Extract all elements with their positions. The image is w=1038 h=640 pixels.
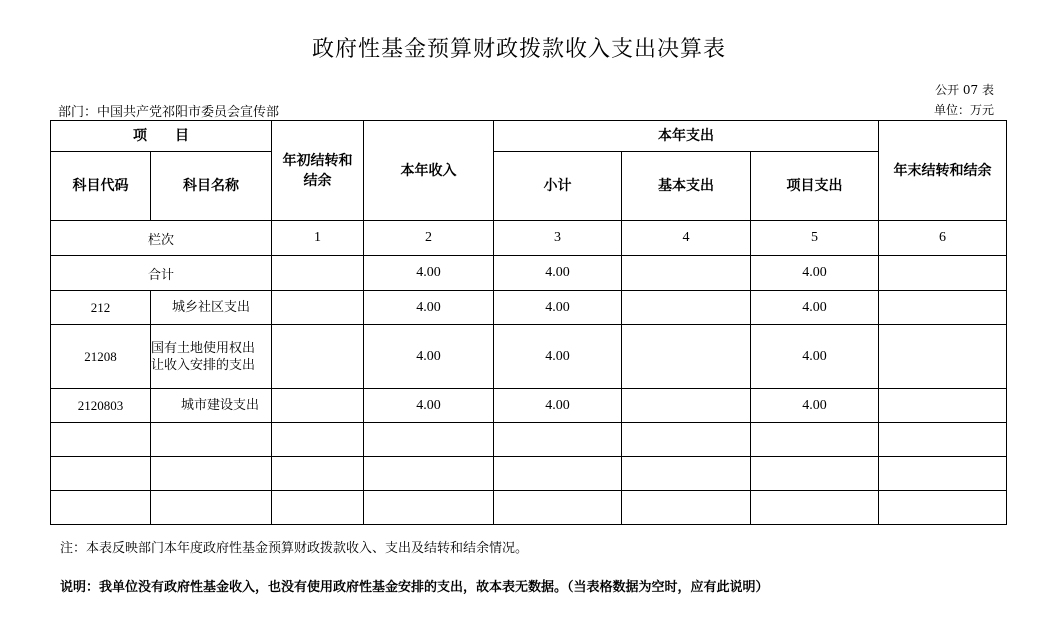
empty-row <box>51 457 1007 491</box>
budget-table <box>50 120 1007 525</box>
row-income: 4.00 <box>364 389 494 423</box>
row-code: 21208 <box>51 325 151 389</box>
column-number-label: 栏次 <box>51 221 272 256</box>
header-subtotal: 小计 <box>494 152 622 221</box>
total-basic <box>622 256 751 291</box>
header-code: 科目代码 <box>51 152 151 221</box>
total-row <box>51 256 1007 291</box>
row-name: 城市建设支出 <box>151 389 272 423</box>
header-income: 本年收入 <box>364 121 494 221</box>
column-number: 6 <box>879 221 1007 256</box>
empty-row <box>51 423 1007 457</box>
column-number: 2 <box>364 221 494 256</box>
total-end <box>879 256 1007 291</box>
department-label: 部门：中国共产党祁阳市委员会宣传部 <box>58 105 280 120</box>
row-income: 4.00 <box>364 291 494 325</box>
column-number: 5 <box>751 221 879 256</box>
total-income: 4.00 <box>364 256 494 291</box>
header-expense: 本年支出 <box>494 121 879 152</box>
row-name: 城乡社区支出 <box>151 291 272 325</box>
row-begin <box>272 389 364 423</box>
column-number-row <box>51 221 1007 256</box>
header-name: 科目名称 <box>151 152 272 221</box>
column-number: 3 <box>494 221 622 256</box>
header-project: 项目支出 <box>751 152 879 221</box>
total-project: 4.00 <box>751 256 879 291</box>
row-end <box>879 325 1007 389</box>
table-row <box>51 291 1007 325</box>
header-begin-balance: 年初结转和结余 <box>272 121 364 221</box>
table-note: 注：本表反映部门本年度政府性基金预算财政拨款收入、支出及结转和结余情况。 <box>60 541 529 556</box>
header-item: 项 目 <box>51 121 272 152</box>
column-number: 4 <box>622 221 751 256</box>
row-basic <box>622 291 751 325</box>
row-income: 4.00 <box>364 325 494 389</box>
total-label: 合计 <box>51 256 272 291</box>
row-code: 2120803 <box>51 389 151 423</box>
table-explanation: 说明：我单位没有政府性基金收入，也没有使用政府性基金安排的支出，故本表无数据。（当表格数据为空时，应有此说明） <box>60 580 769 595</box>
row-begin <box>272 325 364 389</box>
row-end <box>879 389 1007 423</box>
row-basic <box>622 389 751 423</box>
table-row <box>51 389 1007 423</box>
row-end <box>879 291 1007 325</box>
row-subtotal: 4.00 <box>494 389 622 423</box>
row-project: 4.00 <box>751 325 879 389</box>
row-project: 4.00 <box>751 291 879 325</box>
page-title: 政府性基金预算财政拨款收入支出决算表 <box>311 37 726 62</box>
row-project: 4.00 <box>751 389 879 423</box>
row-name: 国有土地使用权出让收入安排的支出 <box>151 325 272 389</box>
empty-row <box>51 491 1007 525</box>
table-row <box>51 325 1007 389</box>
row-subtotal: 4.00 <box>494 291 622 325</box>
row-code: 212 <box>51 291 151 325</box>
form-number: 公开 07 表 <box>935 83 994 97</box>
row-subtotal: 4.00 <box>494 325 622 389</box>
row-begin <box>272 291 364 325</box>
column-number: 1 <box>272 221 364 256</box>
header-end-balance: 年末结转和结余 <box>879 121 1007 221</box>
unit-label: 单位：万元 <box>933 103 994 117</box>
header-basic: 基本支出 <box>622 152 751 221</box>
total-begin <box>272 256 364 291</box>
total-subtotal: 4.00 <box>494 256 622 291</box>
row-basic <box>622 325 751 389</box>
